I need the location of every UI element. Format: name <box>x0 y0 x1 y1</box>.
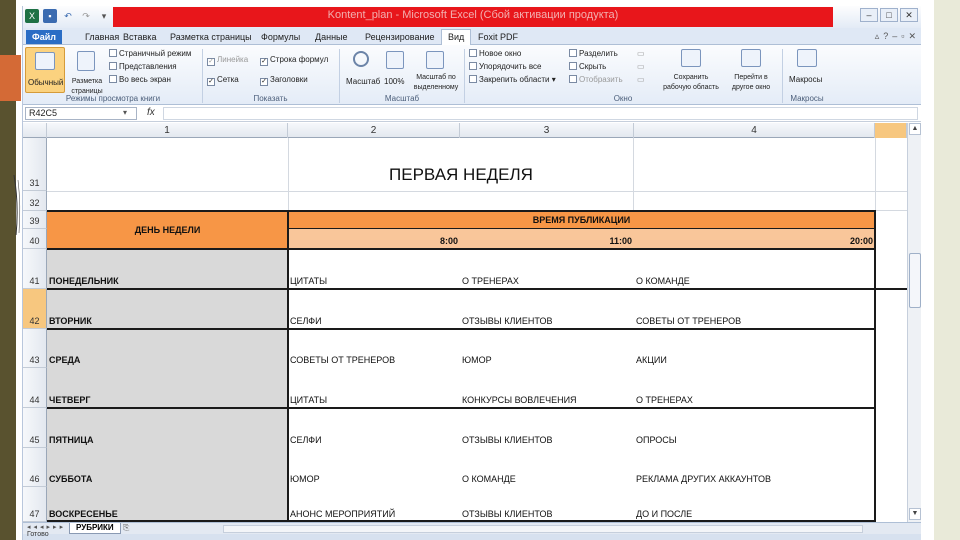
page-layout-label: Разметка страницы <box>71 78 103 95</box>
status-bar <box>23 531 921 540</box>
scroll-up-icon[interactable]: ▲ <box>909 123 921 135</box>
status-text: Готово <box>27 531 49 538</box>
sheet-tab-rubriki[interactable]: РУБРИКИ <box>69 523 121 534</box>
save-icon[interactable]: ▪ <box>43 9 57 23</box>
group-label-views: Режимы просмотра книги <box>65 94 161 103</box>
table-cell-day[interactable]: СРЕДА <box>49 355 81 365</box>
arrange-icon <box>469 62 477 70</box>
page-break-label: Страничный режим <box>119 49 192 58</box>
zoom-100-label: 100% <box>384 77 405 86</box>
table-cell[interactable]: ОТЗЫВЫ КЛИЕНТОВ <box>462 509 553 519</box>
row-header[interactable]: 46 <box>23 448 47 487</box>
ruler-checkbox[interactable] <box>207 55 248 66</box>
row-header[interactable]: 41 <box>23 249 47 289</box>
arrange-label: Упорядочить все <box>479 62 542 71</box>
slide-accent-bar <box>0 55 21 101</box>
zoom-selection-icon <box>426 51 444 69</box>
table-border <box>287 210 289 522</box>
table-cell[interactable]: РЕКЛАМА ДРУГИХ АККАУНТОВ <box>636 474 772 484</box>
normal-view-label: Обычный <box>28 78 64 87</box>
row-header[interactable]: 40 <box>23 229 47 249</box>
normal-view-icon <box>35 52 55 70</box>
time-1100: 11:00 <box>609 236 632 246</box>
table-cell[interactable]: СЕЛФИ <box>290 316 322 326</box>
tab-file[interactable]: Файл <box>26 30 62 44</box>
unhide-icon <box>569 75 577 83</box>
fullscreen-button[interactable] <box>109 75 171 85</box>
macros-label: Макросы <box>789 75 823 84</box>
worksheet-grid[interactable] <box>23 138 921 522</box>
tab-formulas[interactable]: Формулы <box>261 32 301 42</box>
zoom-label: Масштаб <box>346 77 381 86</box>
table-cell[interactable]: АНОНС МЕРОПРИЯТИЙ <box>290 509 396 519</box>
split-icon <box>569 49 577 57</box>
unhide-button[interactable] <box>569 75 623 85</box>
maximize-button[interactable]: □ <box>880 8 898 22</box>
table-border <box>47 210 876 212</box>
page-layout-button[interactable] <box>67 47 107 93</box>
save-workspace-button[interactable] <box>659 47 723 93</box>
tab-insert[interactable]: Вставка <box>123 32 157 42</box>
group-label-show: Показать <box>253 94 288 103</box>
table-cell[interactable]: ЮМОР <box>462 355 492 365</box>
formula-bar-checkbox[interactable] <box>260 55 328 66</box>
switch-windows-button[interactable] <box>725 47 777 93</box>
normal-view-button[interactable] <box>25 47 65 93</box>
scroll-down-icon[interactable]: ▼ <box>909 508 921 520</box>
time-0800: 8:00 <box>439 236 458 246</box>
slide-right-border <box>934 0 960 540</box>
name-box-dropdown-icon[interactable]: ▾ <box>123 108 128 117</box>
checkbox-icon: ✓ <box>208 58 214 65</box>
excel-logo-icon: X <box>25 9 39 23</box>
row-header[interactable]: 45 <box>23 408 47 448</box>
column-header-4[interactable]: 4 <box>634 123 875 138</box>
time-header: ВРЕМЯ ПУБЛИКАЦИИ <box>532 215 631 225</box>
save-workspace-label: Сохранить рабочую область <box>663 74 719 91</box>
column-header-1[interactable]: 1 <box>47 123 288 138</box>
split-label: Разделить <box>579 49 618 58</box>
tab-foxit-pdf[interactable]: Foxit PDF <box>478 32 519 42</box>
table-cell[interactable]: О ТРЕНЕРАХ <box>462 276 519 286</box>
table-cell-day[interactable]: ПЯТНИЦА <box>49 435 94 445</box>
checkbox-icon: ✓ <box>261 58 267 65</box>
title-bar <box>23 6 921 28</box>
table-cell[interactable]: ЦИТАТЫ <box>290 276 328 286</box>
fx-icon[interactable]: fx <box>147 107 155 118</box>
minimize-button[interactable]: – <box>860 8 878 22</box>
page-break-icon <box>109 49 117 57</box>
name-box[interactable]: R42C5 <box>25 107 137 120</box>
ribbon-collapse-icon[interactable]: ▵ <box>874 31 880 41</box>
tab-view[interactable]: Вид <box>441 29 471 45</box>
reset-position-icon[interactable]: ▭ <box>637 75 645 84</box>
hide-label: Скрыть <box>579 62 607 71</box>
sync-scroll-icon[interactable]: ▭ <box>637 62 645 71</box>
window-controls <box>860 8 918 22</box>
table-cell-day[interactable]: ПОНЕДЕЛЬНИК <box>49 276 119 286</box>
ruler-label: Линейка <box>217 55 249 64</box>
formula-bar-label: Строка формул <box>270 55 329 64</box>
column-headers <box>23 123 921 138</box>
row-header[interactable]: 42 <box>23 289 47 329</box>
table-border <box>47 328 876 330</box>
doc-restore-icon[interactable]: ▫ <box>901 31 905 41</box>
table-cell-day[interactable]: ВТОРНИК <box>49 316 92 326</box>
vertical-scrollbar[interactable] <box>907 123 921 522</box>
table-border <box>874 210 876 522</box>
split-button[interactable] <box>569 49 618 59</box>
save-workspace-icon <box>681 49 701 67</box>
slide-decoration <box>12 175 22 235</box>
freeze-icon <box>469 75 477 83</box>
freeze-label: Закрепить области <box>479 75 550 84</box>
new-window-label: Новое окно <box>479 49 522 58</box>
hide-button[interactable] <box>569 62 606 72</box>
views-button[interactable] <box>109 62 177 72</box>
table-cell[interactable]: СОВЕТЫ ОТ ТРЕНЕРОВ <box>636 316 742 326</box>
select-all-corner[interactable] <box>23 123 47 138</box>
table-border <box>47 288 907 290</box>
ribbon-tabs <box>23 28 921 45</box>
table-cell[interactable]: КОНКУРСЫ ВОВЛЕЧЕНИЯ <box>462 395 577 405</box>
sheet-nav-arrows-icon[interactable]: ◂◂◂▸▸▸ <box>27 524 67 531</box>
day-header: ДЕНЬ НЕДЕЛИ <box>134 225 201 235</box>
close-button[interactable]: ✕ <box>900 8 918 22</box>
zoom-100-icon <box>386 51 404 69</box>
table-cell[interactable]: ОПРОСЫ <box>636 435 677 445</box>
table-cell[interactable]: ОТЗЫВЫ КЛИЕНТОВ <box>462 435 553 445</box>
page-break-button[interactable] <box>109 49 191 59</box>
new-window-icon <box>469 49 477 57</box>
table-cell-day[interactable]: ЧЕТВЕРГ <box>49 395 91 405</box>
tab-home[interactable]: Главная <box>85 32 120 42</box>
zoom-button[interactable] <box>343 47 379 93</box>
magnifier-icon <box>353 51 369 67</box>
gridlines-label: Сетка <box>217 75 239 84</box>
fullscreen-label: Во весь экран <box>119 75 171 84</box>
column-header-2[interactable]: 2 <box>288 123 460 138</box>
table-border <box>47 248 876 250</box>
switch-windows-icon <box>741 49 761 67</box>
table-cell[interactable]: ЦИТАТЫ <box>290 395 328 405</box>
formula-bar <box>23 105 921 122</box>
table-cell[interactable]: О ТРЕНЕРАХ <box>636 395 693 405</box>
time-2000: 20:00 <box>849 236 873 246</box>
custom-views-icon <box>109 62 117 70</box>
table-cell[interactable]: СОВЕТЫ ОТ ТРЕНЕРОВ <box>290 355 396 365</box>
row-header[interactable]: 32 <box>23 191 47 211</box>
quick-access-toolbar <box>25 9 111 23</box>
macros-icon <box>797 49 817 67</box>
new-window-button[interactable] <box>469 49 521 59</box>
views-label: Представления <box>119 62 177 71</box>
help-icon[interactable]: ? <box>883 31 889 41</box>
table-cell[interactable]: ЮМОР <box>290 474 320 484</box>
help-controls <box>875 31 916 42</box>
row-header[interactable]: 39 <box>23 211 47 229</box>
tab-page-layout[interactable]: Разметка страницы <box>170 32 252 42</box>
horizontal-scrollbar[interactable] <box>223 525 863 533</box>
sheet-tab-bar <box>23 522 921 534</box>
group-label-macros: Макросы <box>790 94 824 103</box>
checkbox-icon: ✓ <box>208 78 214 85</box>
insert-sheet-icon[interactable]: ⎘ <box>123 523 130 532</box>
table-cell-day[interactable]: ВОСКРЕСЕНЬЕ <box>49 509 118 519</box>
row-header[interactable]: 43 <box>23 329 47 368</box>
freeze-panes-button[interactable]: Закрепить области ▾ <box>469 75 556 85</box>
group-separator <box>339 49 340 103</box>
hide-icon <box>569 62 577 70</box>
headings-label: Заголовки <box>270 75 308 84</box>
gridline <box>47 191 907 192</box>
table-cell[interactable]: СЕЛФИ <box>290 435 322 445</box>
table-cell[interactable]: ОТЗЫВЫ КЛИЕНТОВ <box>462 316 553 326</box>
undo-icon[interactable]: ↶ <box>64 10 72 21</box>
table-cell[interactable]: ДО И ПОСЛЕ <box>636 509 693 519</box>
column-header-5[interactable] <box>875 123 907 138</box>
group-label-zoom: Масштаб <box>384 94 420 103</box>
arrange-all-button[interactable] <box>469 62 541 72</box>
side-by-side-icon[interactable]: ▭ <box>637 49 645 58</box>
gridlines-checkbox[interactable] <box>207 75 239 86</box>
zoom-selection-button[interactable] <box>411 47 461 93</box>
row-header[interactable]: 47 <box>23 487 47 522</box>
zoom-100-button[interactable] <box>381 47 409 93</box>
checkbox-icon: ✓ <box>261 78 267 85</box>
page-layout-icon <box>77 51 95 71</box>
doc-close-icon[interactable]: ✕ <box>908 31 916 41</box>
macros-button[interactable] <box>787 47 827 93</box>
fullscreen-icon <box>109 75 117 83</box>
scrollbar-thumb[interactable] <box>909 253 921 308</box>
table-cell[interactable]: О КОМАНДЕ <box>636 276 690 286</box>
formula-input[interactable] <box>163 107 918 120</box>
table-cell[interactable]: О КОМАНДЕ <box>462 474 516 484</box>
tab-review[interactable]: Рецензирование <box>365 32 435 42</box>
sheet-title: ПЕРВАЯ НЕДЕЛЯ <box>389 165 533 184</box>
switch-windows-label: Перейти в другое окно <box>731 74 771 91</box>
doc-minimize-icon[interactable]: – <box>892 31 898 41</box>
group-label-window: Окно <box>613 94 633 103</box>
redo-icon[interactable]: ↷ <box>82 10 90 21</box>
tab-data[interactable]: Данные <box>315 32 348 42</box>
headings-checkbox[interactable] <box>260 75 308 86</box>
unhide-label: Отобразить <box>579 75 623 84</box>
table-border <box>288 228 875 229</box>
zoom-selection-label: Масштаб по выделенному <box>413 74 459 91</box>
table-cell[interactable]: АКЦИИ <box>636 355 667 365</box>
window-title: Kontent_plan - Microsoft Excel (Сбой активации продукта) <box>327 9 619 21</box>
row-header[interactable]: 44 <box>23 368 47 408</box>
table-cell-day[interactable]: СУББОТА <box>49 474 93 484</box>
ribbon-view <box>23 45 921 105</box>
excel-window <box>22 6 921 540</box>
column-header-3[interactable]: 3 <box>460 123 634 138</box>
row-header[interactable]: 31 <box>23 138 47 191</box>
table-border <box>47 407 876 409</box>
customize-qat-icon[interactable]: ▾ <box>101 10 107 21</box>
